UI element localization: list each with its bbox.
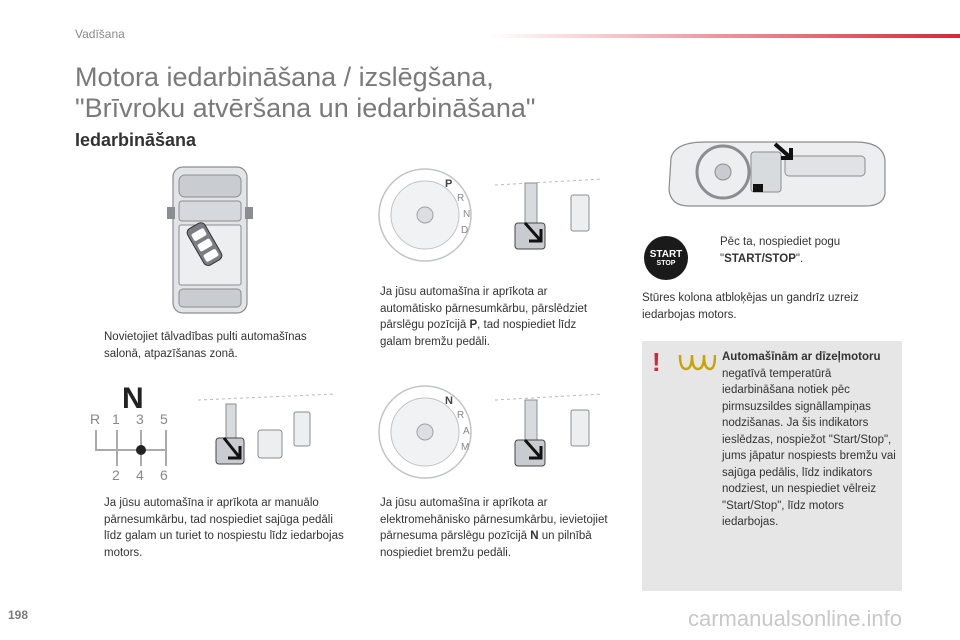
stop-label: STOP: [656, 259, 676, 267]
section-header: Vadīšana: [75, 27, 125, 41]
start-stop-button-icon: [644, 236, 688, 280]
selector-label-r: R: [457, 193, 465, 204]
start-label: START: [649, 248, 683, 260]
paragraph-automatic-text: Ja jūsu automašīna ir aprīkota ar automātisko pārnesumkārbu, pārslēdziet pārslēgu pozīcijā P, tad nospiediet līdz galam bremžu pedāli.: [380, 286, 588, 348]
gear-6: 6: [160, 467, 168, 483]
paragraph-automatic: [360, 284, 610, 350]
section-subtitle: Iedarbināšana: [75, 130, 197, 150]
paragraph-electromechanical: [360, 495, 620, 561]
page-title-line1: Motora iedarbināšana / izslēgšana,: [75, 62, 494, 92]
paragraph-electromechanical-text: Ja jūsu automašīna ir aprīkota ar elektromehānisko pārnesumkārbu, ievietojiet pārnesuma pārslēgu pozīcijā N un pilnībā nospiediet bremžu pedāli.: [380, 497, 608, 559]
gear-1: 1: [112, 411, 120, 427]
paragraph-remote-text: Novietojiet tālvadības pulti automašīnas salonā, atpazīšanas zonā.: [104, 331, 307, 360]
electromechanical-gear-selector-figure: [375, 378, 605, 488]
selected-gear-label: N: [122, 382, 144, 415]
selector-label-a: A: [463, 426, 470, 437]
warning-exclamation-icon: !: [652, 347, 661, 377]
gear-2: 2: [112, 467, 120, 483]
selector-label-p: P: [445, 178, 453, 190]
manual-gear-figure: [88, 378, 338, 488]
gear-3: 3: [136, 411, 144, 427]
paragraph-press-start-text: Pēc ta, nospiediet pogu "START/STOP".: [720, 236, 841, 265]
automatic-gear-selector-figure: [375, 165, 605, 265]
watermark: carmanualsonline.info: [688, 606, 903, 631]
header-accent-bar: [490, 34, 960, 38]
paragraph-manual: [84, 495, 344, 561]
dashboard-figure: [665, 138, 890, 210]
car-top-view-figure: [165, 165, 255, 315]
paragraph-steering-column: Stūres kolona atbloķējas un gandrīz uzreiz iedarbojas motors.: [642, 292, 859, 321]
selector-label-d: D: [461, 225, 469, 236]
selector-label-n: N: [445, 395, 453, 407]
warning-text: Automašīnām ar dīzeļmotoru negatīvā temperatūrā iedarbināšana notiek pēc pirmsuzsildes signāllampiņas nodzišanas. Ja šis indikators ieslēdzas, nospiežot "Start/Stop", jums jāpatur nospiests bremžu vai sajūga pedālis, līdz indikators nodziest, un nespiediet vēlreiz "Start/Stop", līdz motors iedarbojas.: [722, 351, 896, 528]
diesel-warning-box: [642, 341, 902, 591]
selector-label-n: N: [463, 209, 471, 220]
selector-label-r: R: [457, 410, 465, 421]
page-title-line2: "Brīvroku atvēršana un iedarbināšana": [75, 93, 536, 123]
paragraph-remote: [84, 329, 334, 362]
gear-r: R: [90, 411, 101, 427]
paragraph-manual-text: Ja jūsu automašīna ir aprīkota ar manuālo pārnesumkārbu, tad nospiediet sajūga pedāli līdz galam un turiet to nospiestu līdz iedarbojas motors.: [104, 497, 344, 559]
preheating-coil-icon: [678, 351, 716, 373]
selector-label-m: M: [461, 442, 470, 453]
gear-4: 4: [136, 467, 144, 483]
page-title: [75, 62, 535, 124]
paragraph-press-start: [700, 234, 890, 267]
page-number: 198: [8, 608, 29, 622]
gear-5: 5: [160, 411, 168, 427]
